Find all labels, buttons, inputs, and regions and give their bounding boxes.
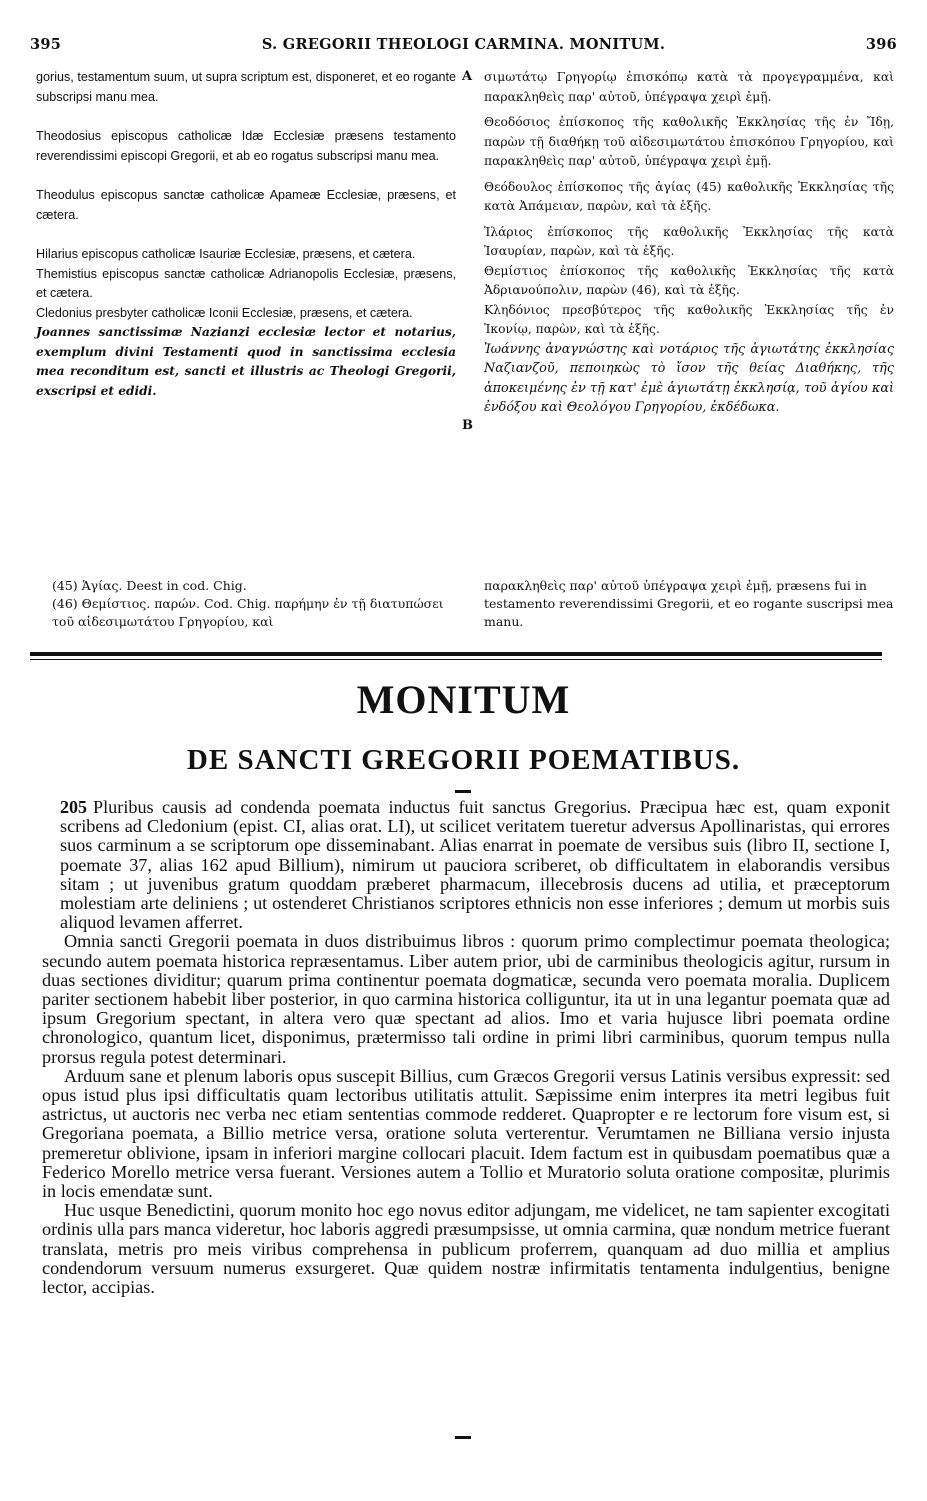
body-paragraph: Omnia sancti Gregorii poemata in duos distribuimus libros : quorum primo complectimur poemata theologica; secundo autem poemata historica repræsentamus. Liber autem prior, ubi de carminibus theologicis agitur, rursum in duas sectiones dividitur; quarum prima continentur poemata dogmaticæ, secunda vero poemata moralia. Duplicem pariter sectionem habebit liber posterior, in quo carmina historica colliguntur, ita ut in una legantur poemata quæ ad ipsum Gregorium spectant, in altera vero quæ spectant ad alios. Imo et varia hujusce libri poemata ordine chronologico, quantum licet, disponimus, prætermisso tali ordine in primi libri carminibus, quorum tempus nulla prorsus regula potest determinari. bbox=[42, 931, 890, 1067]
latin-paragraph: Theodulus episcopus sanctæ catholicæ Apameæ Ecclesiæ, præsens, et cætera. bbox=[36, 188, 456, 222]
margin-marker-a: A bbox=[462, 69, 473, 84]
page-number-left: 395 bbox=[30, 36, 62, 53]
latin-paragraph: Joannes sanctissimæ Nazianzi ecclesiæ lector et notarius, exemplum divini Testamenti quod in sanctissima ecclesia mea reconditum est, sancti et illustris ac Theologi Gregorii, exscripsi et edidi. bbox=[36, 325, 456, 398]
greek-paragraph: Κληδόνιος πρεσβύτερος τῆς καθολικῆς Ἐκκλησίας τῆς ἐν Ἰκονίῳ, παρὼν, καὶ τὰ ἑξῆς. bbox=[484, 302, 894, 336]
footnote: παρακληθεὶς παρ' αὐτοῦ ὑπέγραψα χειρὶ ἐμῇ, præsens fui in testamento reverendissimi Gregorii, et eo rogante suscripsi mea manu. bbox=[484, 578, 894, 629]
latin-paragraph: Hilarius episcopus catholicæ Isauriæ Ecclesiæ, præsens, et cætera. bbox=[36, 247, 416, 261]
body-paragraph: Arduum sane et plenum laboris opus suscepit Billius, cum Græcos Gregorii versus Latinis versibus expressit: sed opus istud plus ipsi difficultatis quam lectoribus utilitatis attulit. Sæpissime enim interpres ita metri legibus fuit astrictus, ut auctoris nec verba nec etiam sententias commode redderet. Quapropter e re lectorum fore visum est, si Gregoriana poemata, a Billio metrice versa, oratione soluta verterentur. Verumtamen ne Billiana versio injusta premeretur oblivione, ipsam in inferiori margine collocari placuit. Idem factum est in quibusdam poematibus quæ a Federico Morello metrice versa fuerant. Versiones autem a Tollio et Muratorio soluta oratione compositæ, plurimis in locis emendatæ sunt. bbox=[42, 1065, 890, 1202]
latin-paragraph: gorius, testamentum suum, ut supra scriptum est, disponeret, et eo rogante subscripsi manu mea. bbox=[36, 70, 456, 104]
monitum-body bbox=[42, 798, 890, 1297]
column-number: 205 bbox=[60, 797, 87, 817]
running-header bbox=[30, 36, 897, 58]
section-divider-thin bbox=[30, 659, 882, 660]
body-paragraph: Huc usque Benedictini, quorum monito hoc ego novus editor adjungam, me videlicet, ne tam sapienter excogitati ordinis ulla pars manca videretur, hoc laboris aggredi præsumpsisse, ut omnia carmina, quæ nondum metrice fuerant translata, metris pro meis viribus comprehensa in publicum proferrem, quanquam ad duo millia et amplius condendorum versuum numerus exsurgeret. Quæ quidem nostræ infirmitatis tentamenta indulgentius, benigne lector, accipias. bbox=[42, 1200, 890, 1298]
footnote: (45) Ἁγίας. Deest in cod. Chig. bbox=[52, 578, 247, 593]
ornament-dash bbox=[455, 1436, 471, 1439]
running-title: S. GREGORII THEOLOGI CARMINA. MONITUM. bbox=[261, 36, 666, 53]
footnotes-right bbox=[484, 577, 894, 631]
latin-paragraph: Cledonius presbyter catholicæ Iconii Ecclesiæ, præsens, et cætera. bbox=[36, 305, 413, 320]
latin-column bbox=[36, 68, 456, 401]
greek-column bbox=[484, 68, 894, 418]
footnotes-left bbox=[52, 577, 456, 631]
body-text: Pluribus causis ad condenda poemata inductus fuit sanctus Gregorius. Præcipua hæc est, quam exponit scribens ad Cledonium (epist. CI, alias orat. LI), ut scilicet veritatem tueretur adversus Apollinaristas, qui errores suos carminum a se scriptorum ope disseminabant. Alias enarrat in poemate de versibus suis (libro II, sectione I, poemate 37, alias 162 apud Billium), nimirum ut pauciora scriberet, ob difficultatem in elaborandis versibus sitam ; ut juvenibus gratum quoddam præberet pharmacum, illecebrosis ducens ad utilia, et præceptorum molestiam arte deliniens ; ut ostenderet Christianos scriptores ethnicis non esse inferiores ; demum ut morbis suis aliquod levamen afferret. bbox=[60, 797, 890, 933]
section-title: MONITUM bbox=[356, 677, 571, 722]
footnote: (46) Θεμίστιος. παρών. Cod. Chig. παρήμην ἐν τῇ διατυπώσει τοῦ αἰδεσιμωτάτου Γρηγορίου, καὶ bbox=[52, 596, 444, 629]
greek-paragraph: Ἱλάριος ἐπίσκοπος τῆς καθολικῆς Ἐκκλησίας τῆς κατὰ Ἰσαυρίαν, παρὼν, καὶ τὰ ἑξῆς. bbox=[484, 224, 894, 258]
greek-paragraph: Θεμίστιος ἐπίσκοπος τῆς καθολικῆς Ἐκκλησίας τῆς κατὰ Ἀδριανούπολιν, παρὼν (46), καὶ τὰ ἑξῆς. bbox=[484, 263, 894, 297]
section-subtitle: DE SANCTI GREGORII POEMATIBUS. bbox=[186, 744, 741, 776]
body-paragraph bbox=[42, 798, 890, 932]
page-number-right: 396 bbox=[865, 36, 897, 53]
latin-paragraph: Theodosius episcopus catholicæ Idæ Ecclesiæ præsens testamento reverendissimi episcopi Gregorii, et ab eo rogatus subscripsi manu mea. bbox=[36, 129, 456, 163]
margin-marker-b: B bbox=[462, 418, 473, 433]
latin-paragraph: Themistius episcopus sanctæ catholicæ Adrianopolis Ecclesiæ, præsens, et cætera. bbox=[36, 266, 456, 300]
ornament-dash bbox=[455, 790, 471, 793]
greek-paragraph: Ἰωάννης ἀναγνώστης καὶ νοτάριος τῆς ἁγιωτάτης ἐκκλησίας Ναζιανζοῦ, πεποιηκὼς τὸ ἴσον τῆς θείας Διαθήκης, τῆς ἀποκειμένης ἐν τῇ κατ' ἐμὲ ἁγιωτάτῃ ἐκκλησίᾳ, τοῦ ἁγίου καὶ ἐνδόξου καὶ Θεολόγου Γρηγορίου, ἐκδέδωκα. bbox=[484, 341, 894, 415]
greek-paragraph: σιμωτάτῳ Γρηγορίῳ ἐπισκόπῳ κατὰ τὰ προγεγραμμένα, καὶ παρακληθεὶς παρ' αὐτοῦ, ὑπέγραψα χειρὶ ἐμῇ. bbox=[484, 70, 894, 104]
section-divider bbox=[30, 652, 882, 656]
greek-paragraph: Θεοδόσιος ἐπίσκοπος τῆς καθολικῆς Ἐκκλησίας τῆς ἐν Ἴδῃ, παρὼν τῇ διαθήκῃ τοῦ αἰδεσιμωτάτου ἐπισκόπου Γρηγορίου, καὶ παρακληθεὶς παρ' αὐτοῦ, ὑπέγραψα χειρὶ ἐμῇ. bbox=[484, 115, 894, 168]
greek-paragraph: Θεόδουλος ἐπίσκοπος τῆς ἁγίας (45) καθολικῆς Ἐκκλησίας τῆς κατὰ Ἀπάμειαν, παρὼν, καὶ τὰ ἑξῆς. bbox=[484, 179, 894, 213]
